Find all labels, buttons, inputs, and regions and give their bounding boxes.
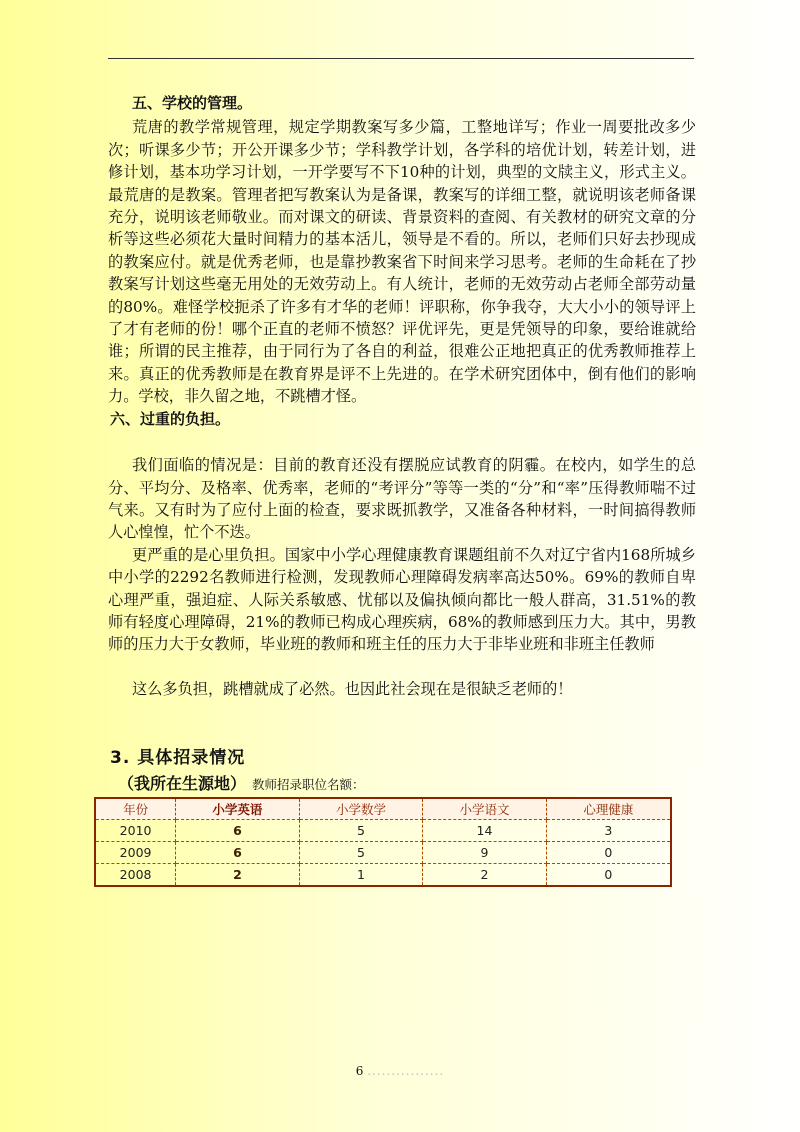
origin-description: 教师招录职位名额： <box>252 777 365 792</box>
cell-mental-health: 3 <box>546 820 671 842</box>
section6-paragraph2: 更严重的是心里负担。国家中小学心理健康教育课题组前不久对辽宁省内168所城乡中小学的2292名教师进行检测，发现教师心理障碍发病率高达50%。69%的教师自卑心理严重，强迫症、人际关系敏感、忧郁以及偏执倾向都比一般人群高，31.51%的教师有轻度心理障碍，21%的教师已构成心理疾病，68%的教师感到压力大。其中，男教师的压力大于女教师，毕业班的教师和班主任的压力大于非毕业班和非班主任教师 <box>108 545 696 654</box>
section6-paragraph1: 我们面临的情况是：目前的教育还没有摆脱应试教育的阴霾。在校内，如学生的总分、平均分、及格率、优秀率，老师的“考评分”等等一类的“分”和“率”压得教师喘不过气来。又有时为了应付上面的检查，要求既抓教学，又准备各种材料，一时间搞得教师人心惶惶，忙个不迭。 <box>108 456 696 542</box>
section5-heading: 五、学校的管理。 <box>132 94 253 112</box>
table-header-row <box>95 798 671 820</box>
table-row <box>95 820 671 842</box>
cell-year: 2009 <box>95 842 176 864</box>
page-footer <box>300 1064 500 1078</box>
header-rule <box>108 58 694 59</box>
section5-paragraph: 荒唐的教学常规管理，规定学期教案写多少篇，工整地详写；作业一周要批改多少次；听课多少节；开公开课多少节；学科教学计划，各学科的培优计划，转差计划，进修计划，基本功学习计划，一开学要写不下10种的计划，典型的文牍主义，形式主义。最荒唐的是教案。管理者把写教案认为是备课，教案写的详细工整，就说明该老师备课充分，说明该老师敬业。而对课文的研读、背景资料的查阅、有关教材的研究文章的分析等这些必须花大量时间精力的基本活儿，领导是不看的。所以，老师们只好去抄现成的教案应付。就是优秀老师，也是靠抄教案省下时间来学习思考。老师的生命耗在了抄教案写计划这些毫无用处的无效劳动上。有人统计，老师的无效劳动占老师全部劳动量的80%。难怪学校扼杀了许多有才华的老师！评职称，你争我夺，大大小小的领导评上了才有老师的份！哪个正直的老师不愤怒？评优评先，更是凭领导的印象，要给谁就给谁；所谓的民主推荐，由于同行为了各自的利益，很难公正地把真正的优秀教师推荐上来。真正的优秀教师是在教育界是评不上先进的。在学术研究团体中，倒有他们的影响力。学校，非久留之地，不跳槽才怪。 <box>108 118 696 406</box>
footer-dots: ................ <box>367 1064 445 1078</box>
cell-english: 2 <box>176 864 300 887</box>
cell-chinese: 2 <box>423 864 547 887</box>
table-row <box>95 842 671 864</box>
header-primary-english: 小学英语 <box>176 798 300 820</box>
cell-mental-health: 0 <box>546 842 671 864</box>
page-number: 6 <box>355 1064 364 1078</box>
cell-math: 1 <box>299 864 423 887</box>
cell-chinese: 14 <box>423 820 547 842</box>
origin-line <box>118 771 365 794</box>
section3-heading: 3. 具体招录情况 <box>110 748 246 768</box>
table-row <box>95 864 671 887</box>
cell-year: 2010 <box>95 820 176 842</box>
cell-math: 5 <box>299 820 423 842</box>
cell-chinese: 9 <box>423 842 547 864</box>
cell-english: 6 <box>176 842 300 864</box>
section6-heading: 六、过重的负担。 <box>110 409 231 428</box>
header-primary-chinese: 小学语文 <box>423 798 547 820</box>
recruitment-table <box>94 797 672 887</box>
section6-conclusion: 这么多负担，跳槽就成了必然。也因此社会现在是很缺乏老师的！ <box>132 679 573 698</box>
cell-year: 2008 <box>95 864 176 887</box>
document-body <box>108 92 696 700</box>
cell-english: 6 <box>176 820 300 842</box>
header-primary-math: 小学数学 <box>299 798 423 820</box>
header-year: 年份 <box>95 798 176 820</box>
origin-label: （我所在生源地） <box>118 774 247 793</box>
cell-math: 5 <box>299 842 423 864</box>
cell-mental-health: 0 <box>546 864 671 887</box>
header-mental-health: 心理健康 <box>546 798 671 820</box>
